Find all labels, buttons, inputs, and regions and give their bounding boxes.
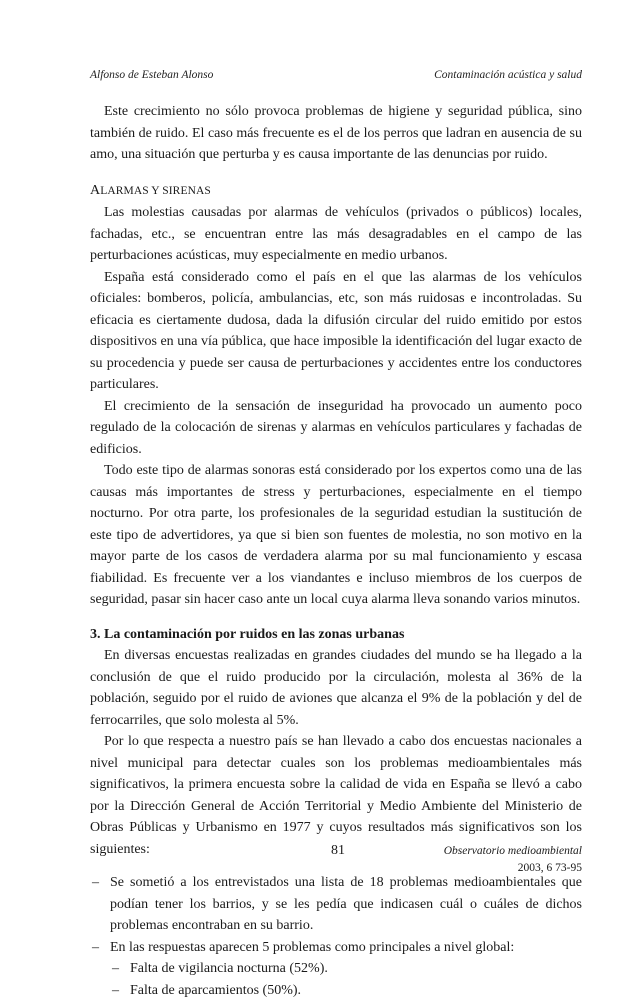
paragraph: Este crecimiento no sólo provoca problemas de higiene y seguridad pública, sino también de ruido. El caso más frecuente es el de los perros que ladran en ausencia de su amo, una situación que perturba y es causa importante de las denuncias por ruido. bbox=[90, 101, 582, 166]
journal-volume: 2003, 6 73-95 bbox=[444, 860, 582, 877]
subheading-initial: A bbox=[90, 183, 100, 198]
sublist-item: – Falta de vigilancia nocturna (52%). bbox=[90, 958, 582, 980]
paragraph: Las molestias causadas por alarmas de vehículos (privados o públicos) locales, fachadas, etc., se encuentran entre las más desagradables en el campo de las perturbaciones acústicas, muy especialmente en medio urbanos. bbox=[90, 202, 582, 267]
bullet-list bbox=[90, 872, 582, 1001]
paragraph: En diversas encuestas realizadas en grandes ciudades del mundo se ha llegado a la conclusión de que el ruido producido por la circulación, molesta al 36% de la población, seguido por el ruido de aviones que alcanza el 9% de la población y del de ferrocarriles, que solo molesta al 5%. bbox=[90, 645, 582, 731]
sublist-item: – Falta de aparcamientos (50%). bbox=[90, 980, 582, 1001]
header-author: Alfonso de Esteban Alonso bbox=[90, 69, 213, 81]
dash-marker: – bbox=[92, 937, 99, 959]
paragraph: El crecimiento de la sensación de inseguridad ha provocado un aumento poco regulado de la colocación de sirenas y alarmas en vehículos particulares y fachadas de edificios. bbox=[90, 396, 582, 461]
paragraph: Todo este tipo de alarmas sonoras está considerado por los expertos como una de las causas más importantes de stress y perturbaciones, especialmente en el tiempo nocturno. Por otra parte, los profesionales de la seguridad estudian la sustitución de este tipo de advertidores, ya que si bien son fuentes de molestia, no son motivo en la mayor parte de los casos de verdadera alarma por su mal funcionamiento y escasa fiabilidad. Es frecuente ver a los viandantes e incluso miembros de los cuerpos de seguridad, pasar sin hacer caso ante un local cuya alarma lleva sonando varios minutos. bbox=[90, 460, 582, 611]
list-item: – En las respuestas aparecen 5 problemas como principales a nivel global: bbox=[90, 937, 582, 959]
dash-marker: – bbox=[112, 958, 119, 980]
list-item: – Se sometió a los entrevistados una lista de 18 problemas medioambientales que podían tener los barrios, y se les pedía que indicasen cuál o cuáles de dichos problemas encontraban en su barrio. bbox=[90, 872, 582, 937]
dash-marker: – bbox=[112, 980, 119, 1001]
header-title: Contaminación acústica y salud bbox=[434, 69, 582, 81]
subheading-rest: LARMAS Y SIRENAS bbox=[100, 185, 211, 197]
footer-journal bbox=[444, 843, 582, 877]
running-header bbox=[90, 69, 582, 81]
page-number: 81 bbox=[331, 843, 345, 859]
dash-marker: – bbox=[92, 872, 99, 894]
section-heading: 3. La contaminación por ruidos en las zonas urbanas bbox=[90, 624, 582, 646]
paragraph: España está considerado como el país en el que las alarmas de los vehículos oficiales: bomberos, policía, ambulancias, etc, son más ruidosas e incontroladas. Su eficacia es ciertamente dudosa, dada la difusión circular del ruido emitido por estos dispositivos en una vía pública, que hace imposible la identificación del lugar exacto de su procedencia y puede ser causa de perturbaciones y accidentes entre los conductores particulares. bbox=[90, 267, 582, 396]
subheading bbox=[90, 180, 582, 203]
journal-name: Observatorio medioambiental bbox=[444, 843, 582, 860]
paragraph: Por lo que respecta a nuestro país se han llevado a cabo dos encuestas nacionales a nivel municipal para detectar cuales son los problemas medioambientales más significativos, la primera encuesta sobre la calidad de vida en España se llevó a cabo por la Dirección General de Acción Territorial y Medio Ambiente del Ministerio de Obras Públicas y Urbanismo en 1977 y cuyos resultados más significativos son los siguientes: bbox=[90, 731, 582, 860]
